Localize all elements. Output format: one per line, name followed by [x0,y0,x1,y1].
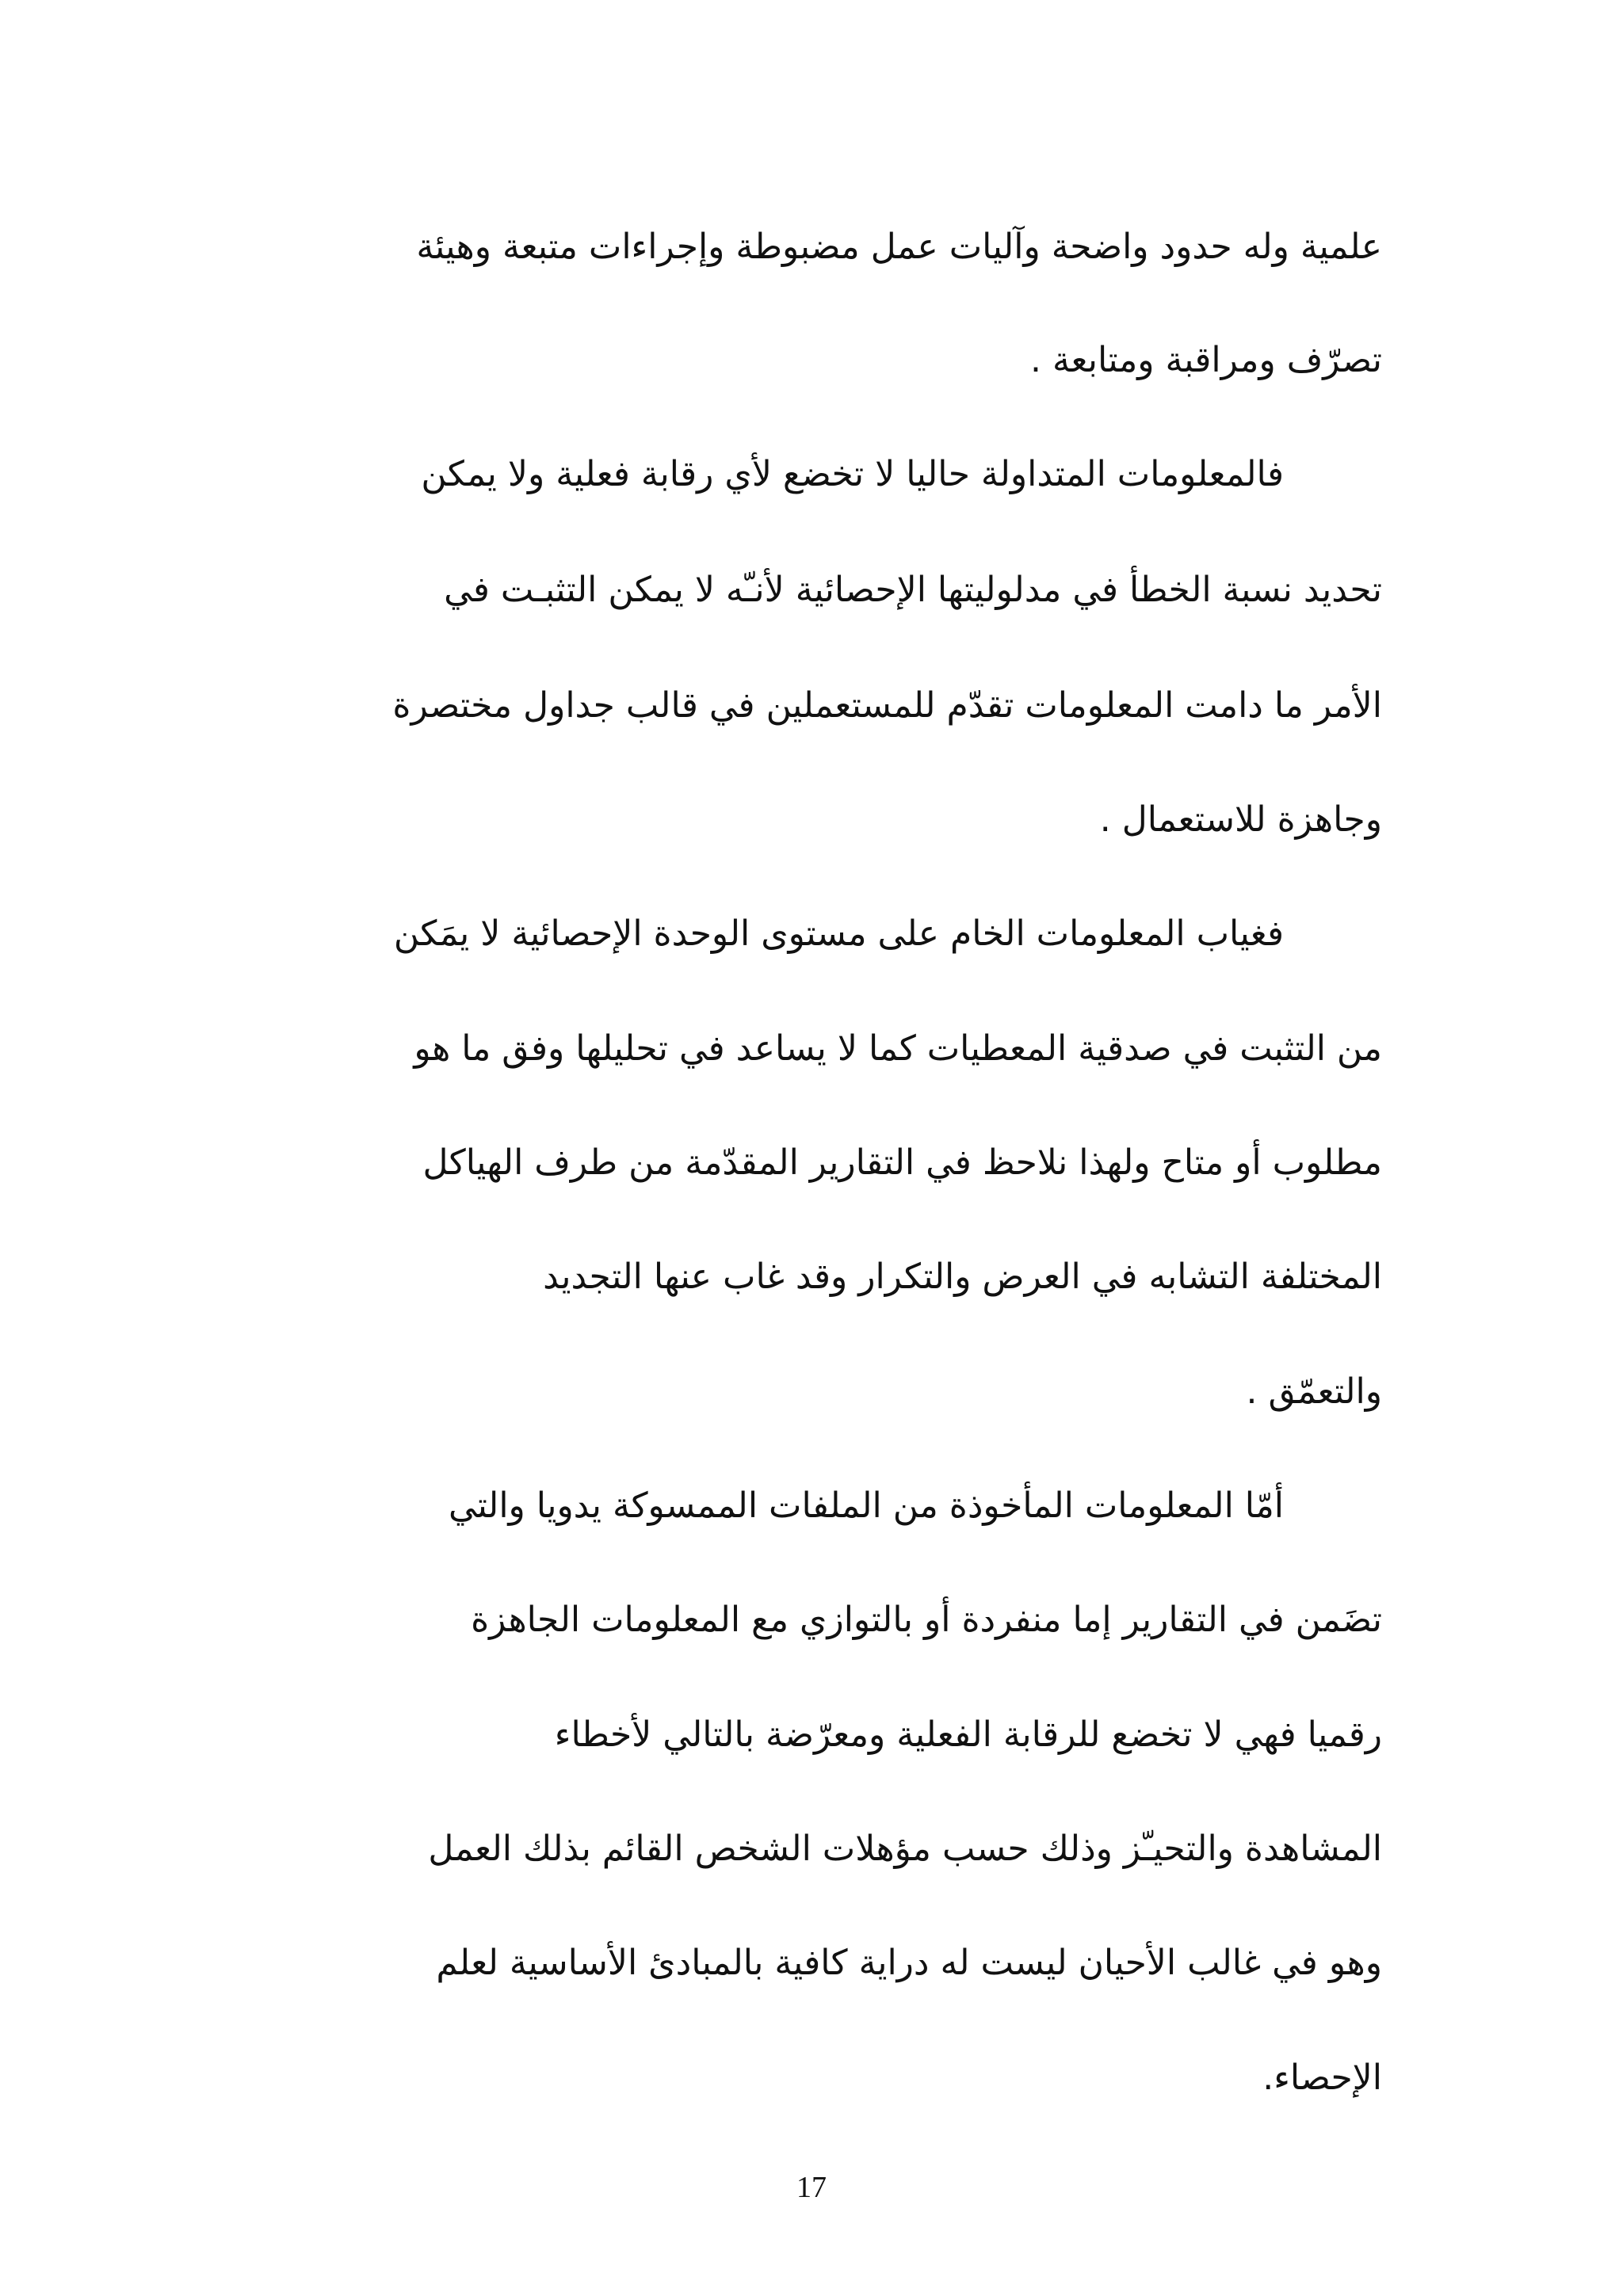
page-number: 17 [796,2171,827,2204]
text-line-1: علمية وله حدود واضحة وآليات عمل مضبوطة وإجراءات متبعة وهيئة [416,227,1382,267]
text-line-2: تصرّف ومراقبة ومتابعة . [1029,340,1382,380]
text-line-6: وجاهزة للاستعمال . [1099,799,1382,840]
text-line-5: الأمر ما دامت المعلومات تقدّم للمستعملين في قالب جداول مختصرة [392,685,1382,726]
text-line-17: الإحصاء. [1262,2058,1382,2098]
text-line-8: من التثبت في صدقية المعطيات كما لا يساعد في تحليلها وفق ما هو [414,1028,1382,1069]
text-line-11: والتعمّق . [1246,1371,1382,1412]
text-line-3: فالمعلومات المتداولة حاليا لا تخضع لأي رقابة فعلية ولا يمكن [421,454,1284,494]
text-line-10: المختلفة التشابه في العرض والتكرار وقد غاب عنها التجديد [543,1257,1382,1297]
text-line-14: رقميا فهي لا تخضع للرقابة الفعلية ومعرّضة بالتالي لأخطاء [554,1714,1382,1755]
text-line-12: أمّا المعلومات المأخوذة من الملفات الممسوكة يدويا والتي [448,1486,1284,1526]
text-line-4: تحديد نسبة الخطأ في مدلوليتها الإحصائية لأنـّه لا يمكن التثبـت في [444,570,1382,610]
text-line-15: المشاهدة والتحيـّز وذلك حسب مؤهلات الشخص القائم بذلك العمل [428,1829,1382,1869]
text-line-16: وهو في غالب الأحيان ليست له دراية كافية بالمبادئ الأساسية لعلم [436,1943,1382,1983]
text-line-9: مطلوب أو متاح ولهذا نلاحظ في التقارير المقدّمة من طرف الهياكل [422,1142,1382,1183]
text-line-13: تضَمن في التقارير إما منفردة أو بالتوازي مع المعلومات الجاهزة [471,1600,1382,1640]
text-line-7: فغياب المعلومات الخام على مستوى الوحدة الإحصائية لا يمَكن [393,913,1284,954]
